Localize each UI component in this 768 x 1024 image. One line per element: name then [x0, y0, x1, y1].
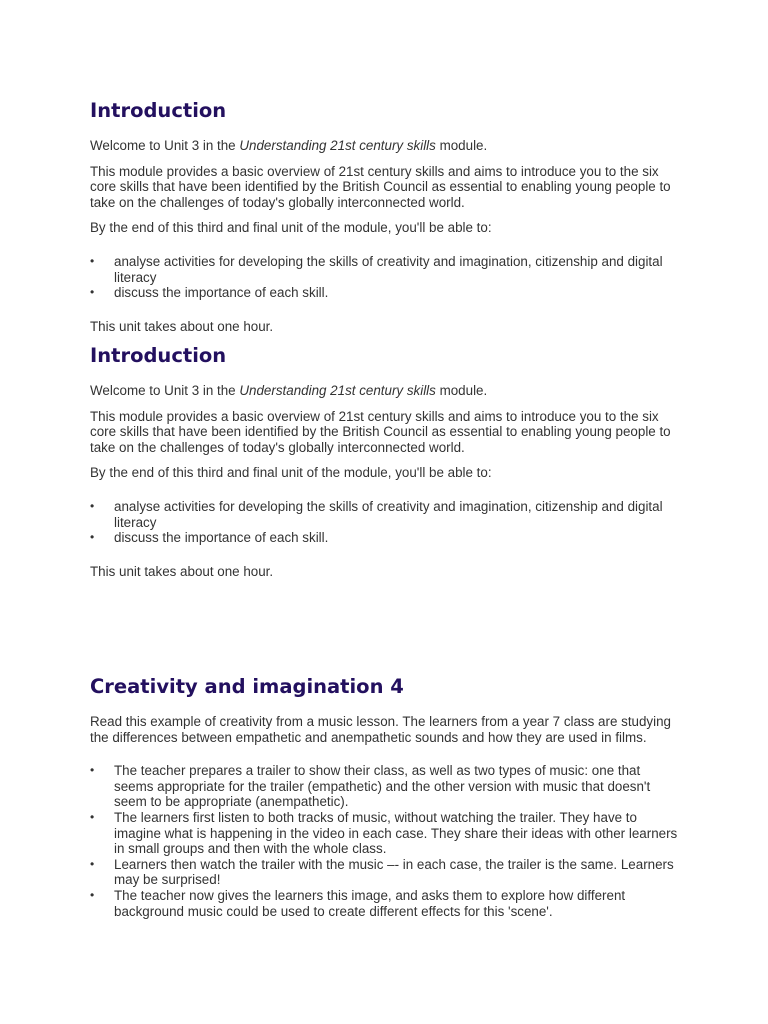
- list-item-text: analyse activities for developing the skills of creativity and imagination, citizenship and digital literacy: [114, 253, 663, 285]
- welcome-text-end: module.: [435, 138, 488, 153]
- bullet-icon: •: [90, 763, 95, 778]
- bullet-icon: •: [90, 285, 95, 300]
- list-item: [90, 763, 680, 810]
- section-heading: Creativity and imagination 4: [90, 675, 404, 698]
- welcome-text: Welcome to Unit 3 in the: [90, 383, 240, 398]
- section-heading: Introduction: [90, 344, 227, 367]
- bullet-icon: •: [90, 253, 95, 268]
- list-item: [90, 499, 680, 530]
- objectives-intro: By the end of this third and final unit of the module, you'll be able to:: [90, 465, 492, 481]
- list-item-text: The learners first listen to both tracks of music, without watching the trailer. They have to imagine what is happening in the video in each case. They share their ideas with other learners in small groups and then with the whole class.: [114, 809, 678, 857]
- list-item-text: The teacher prepares a trailer to show their class, as well as two types of music: one that seems appropriate for the trailer (empathetic) and the other version with music that doesn't seem to be appropriate (anempathetic).: [114, 763, 651, 810]
- list-item: [90, 810, 680, 857]
- list-item-text: discuss the importance of each skill.: [114, 285, 329, 301]
- intro-section-1: [90, 99, 680, 334]
- duration-paragraph: This unit takes about one hour.: [90, 563, 274, 579]
- module-title: Understanding 21st century skills: [239, 138, 436, 153]
- bullet-icon: •: [90, 856, 95, 871]
- list-item-text: The teacher now gives the learners this image, and asks them to explore how different background music could be used to create different effects for this 'scene'.: [114, 887, 626, 919]
- welcome-paragraph: [90, 138, 680, 154]
- objectives-list: [90, 499, 680, 546]
- list-item-text: Learners then watch the trailer with the music –- in each case, the trailer is the same. Learners may be surprised!: [114, 856, 674, 888]
- objectives-list: [90, 254, 680, 301]
- duration-paragraph: This unit takes about one hour.: [90, 318, 274, 334]
- bullet-icon: •: [90, 887, 95, 902]
- list-item: [90, 285, 680, 301]
- bullet-icon: •: [90, 809, 95, 824]
- objectives-intro: By the end of this third and final unit of the module, you'll be able to:: [90, 220, 492, 236]
- list-item: [90, 254, 680, 285]
- creativity-intro: Read this example of creativity from a music lesson. The learners from a year 7 class are studying the differences between empathetic and anempathetic sounds and how they are used in films.: [90, 714, 672, 745]
- activity-steps-list: [90, 763, 680, 919]
- welcome-text: Welcome to Unit 3 in the: [90, 138, 240, 153]
- creativity-section: [90, 675, 680, 919]
- bullet-icon: •: [90, 530, 95, 545]
- bullet-icon: •: [90, 498, 95, 513]
- list-item-text: discuss the importance of each skill.: [114, 530, 329, 546]
- list-item-text: analyse activities for developing the skills of creativity and imagination, citizenship and digital literacy: [114, 498, 663, 530]
- welcome-text-end: module.: [435, 383, 488, 398]
- list-item: [90, 888, 680, 919]
- section-heading: Introduction: [90, 99, 227, 122]
- intro-section-2: [90, 344, 680, 579]
- list-item: [90, 857, 680, 888]
- welcome-paragraph: [90, 383, 680, 399]
- module-title: Understanding 21st century skills: [239, 383, 436, 398]
- overview-paragraph: This module provides a basic overview of 21st century skills and aims to introduce you to the six core skills that have been identified by the British Council as essential to enabling young people to take on the challenges of today's globally interconnected world.: [90, 408, 671, 455]
- list-item: [90, 530, 680, 546]
- overview-paragraph: This module provides a basic overview of 21st century skills and aims to introduce you to the six core skills that have been identified by the British Council as essential to enabling young people to take on the challenges of today's globally interconnected world.: [90, 163, 671, 210]
